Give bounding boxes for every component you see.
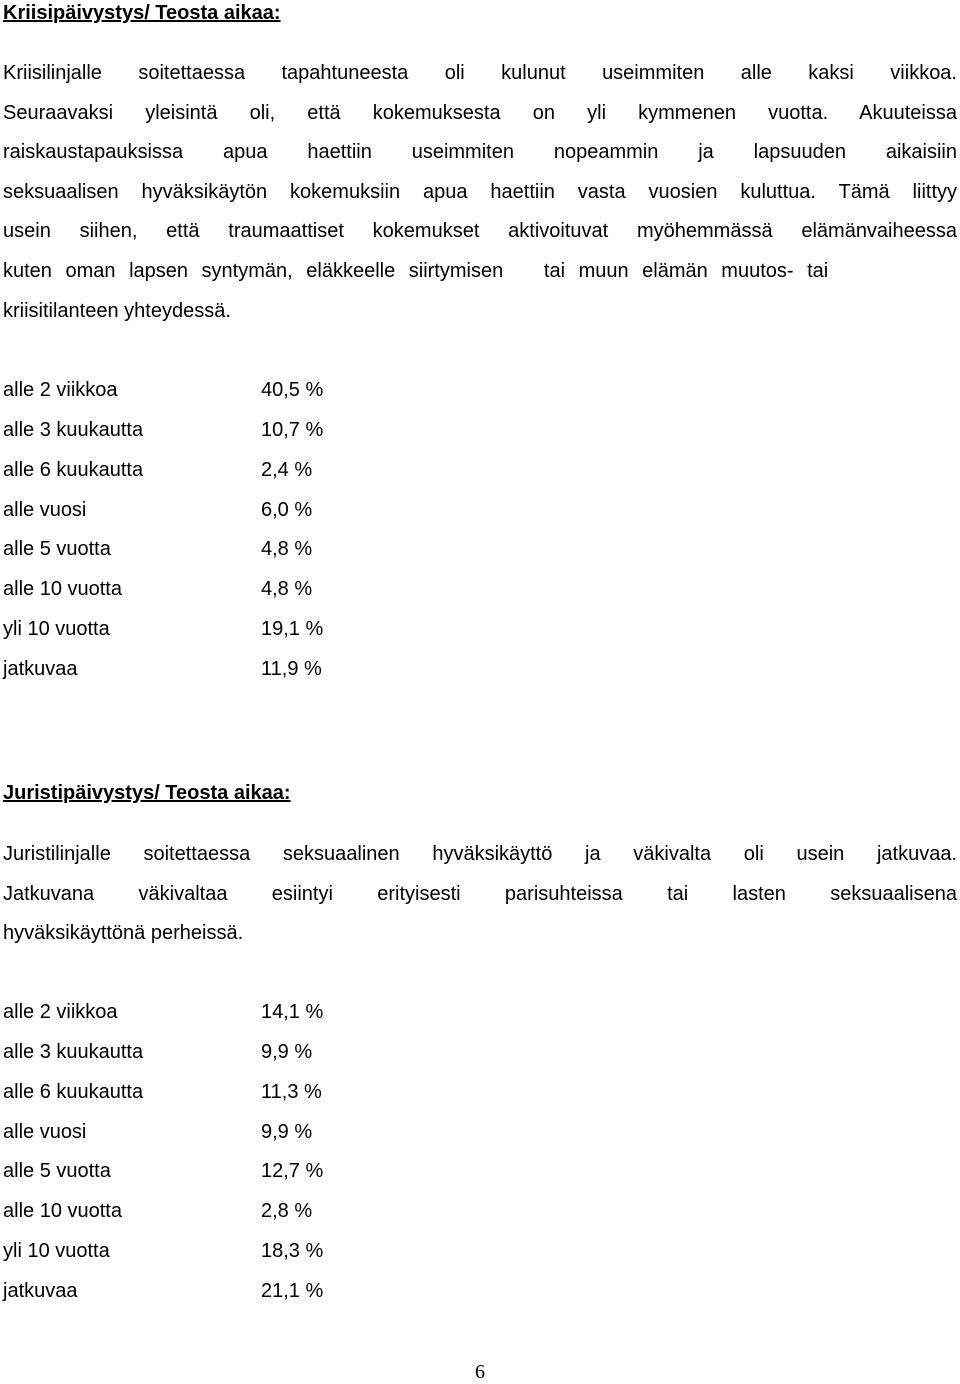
stat-value: 14,1 %: [261, 1001, 324, 1024]
stat-value: 18,3 %: [261, 1239, 324, 1262]
paragraph-line: raiskaustapauksissa apua haettiin useimmiten nopeammin ja lapsuuden aikaisiin: [3, 141, 957, 164]
stat-row: [3, 490, 323, 530]
paragraph-line: hyväksikäyttönä perheissä.: [3, 922, 244, 945]
stats-list-kriisipaivystys: [3, 371, 323, 689]
stat-label: alle vuosi: [3, 498, 87, 521]
stat-label: alle 5 vuotta: [3, 538, 111, 561]
stat-value: 4,8 %: [261, 538, 313, 561]
stat-value: 11,3 %: [261, 1080, 322, 1103]
paragraph-line: kriisitilanteen yhteydessä.: [3, 299, 231, 322]
stat-row: [3, 1271, 323, 1311]
stat-label: yli 10 vuotta: [3, 1239, 110, 1262]
page-number: 6: [475, 1361, 485, 1383]
stat-row: [3, 371, 323, 411]
stat-value: 19,1 %: [261, 617, 324, 640]
stat-row: [3, 610, 323, 650]
stat-row: [3, 411, 323, 451]
paragraph-line: Jatkuvana väkivaltaa esiintyi erityisesti parisuhteissa tai lasten seksuaalisena: [3, 882, 957, 905]
stat-label: alle 5 vuotta: [3, 1160, 111, 1183]
section-paragraph-juristipaivystys: [3, 835, 957, 954]
stat-value: 12,7 %: [261, 1160, 324, 1183]
stat-label: jatkuvaa: [3, 657, 78, 680]
stat-label: alle 6 kuukautta: [3, 1080, 144, 1103]
stat-row: [3, 1073, 323, 1113]
stat-value: 21,1 %: [261, 1279, 324, 1302]
stat-row: [3, 1152, 323, 1192]
stat-row: [3, 993, 323, 1033]
stat-label: alle 2 viikkoa: [3, 379, 118, 402]
stats-list-juristipaivystys: [3, 993, 323, 1311]
section-heading-kriisipaivystys: Kriisipäivystys/ Teosta aikaa:: [3, 2, 281, 24]
stat-row: [3, 530, 323, 570]
stat-value: 9,9 %: [261, 1120, 313, 1143]
paragraph-line: Juristilinjalle soitettaessa seksuaalinen hyväksikäyttö ja väkivalta oli usein jatkuvaa.: [3, 843, 957, 865]
stat-value: 10,7 %: [261, 419, 324, 442]
stat-value: 11,9 %: [261, 657, 322, 680]
stat-row: [3, 1112, 323, 1152]
paragraph-line: Seuraavaksi yleisintä oli, että kokemuksesta on yli kymmenen vuotta. Akuuteissa: [3, 101, 957, 124]
stat-value: 40,5 %: [261, 379, 324, 402]
stat-row: [3, 1033, 323, 1073]
stat-label: alle 10 vuotta: [3, 578, 122, 601]
stat-label: alle 3 kuukautta: [3, 419, 144, 442]
stat-row: [3, 649, 323, 689]
stat-label: alle 10 vuotta: [3, 1200, 122, 1223]
stat-label: alle 3 kuukautta: [3, 1041, 144, 1064]
paragraph-line: seksuaalisen hyväksikäytön kokemuksiin apua haettiin vasta vuosien kuluttua. Tämä liittyy: [3, 180, 957, 203]
stat-row: [3, 1232, 323, 1272]
stat-row: [3, 451, 323, 491]
stat-label: yli 10 vuotta: [3, 617, 110, 640]
stat-value: 2,4 %: [261, 458, 313, 481]
stat-value: 9,9 %: [261, 1041, 313, 1064]
stat-value: 2,8 %: [261, 1200, 313, 1223]
stat-label: jatkuvaa: [3, 1279, 78, 1302]
section-paragraph-kriisipaivystys: [3, 54, 957, 331]
paragraph-line: Kriisilinjalle soitettaessa tapahtuneesta oli kulunut useimmiten alle kaksi viikkoa.: [3, 62, 957, 84]
stat-label: alle 2 viikkoa: [3, 1001, 118, 1024]
stat-label: alle vuosi: [3, 1120, 87, 1143]
stat-value: 6,0 %: [261, 498, 313, 521]
stat-row: [3, 1192, 323, 1232]
stat-label: alle 6 kuukautta: [3, 458, 144, 481]
paragraph-line: usein siihen, että traumaattiset kokemukset aktivoituvat myöhemmässä elämänvaiheessa: [3, 220, 957, 243]
stat-row: [3, 570, 323, 610]
paragraph-line: kuten oman lapsen syntymän, eläkkeelle siirtymisen tai muun elämän muutos- tai: [3, 259, 829, 282]
stat-value: 4,8 %: [261, 578, 313, 601]
section-heading-juristipaivystys: Juristipäivystys/ Teosta aikaa:: [3, 782, 291, 804]
